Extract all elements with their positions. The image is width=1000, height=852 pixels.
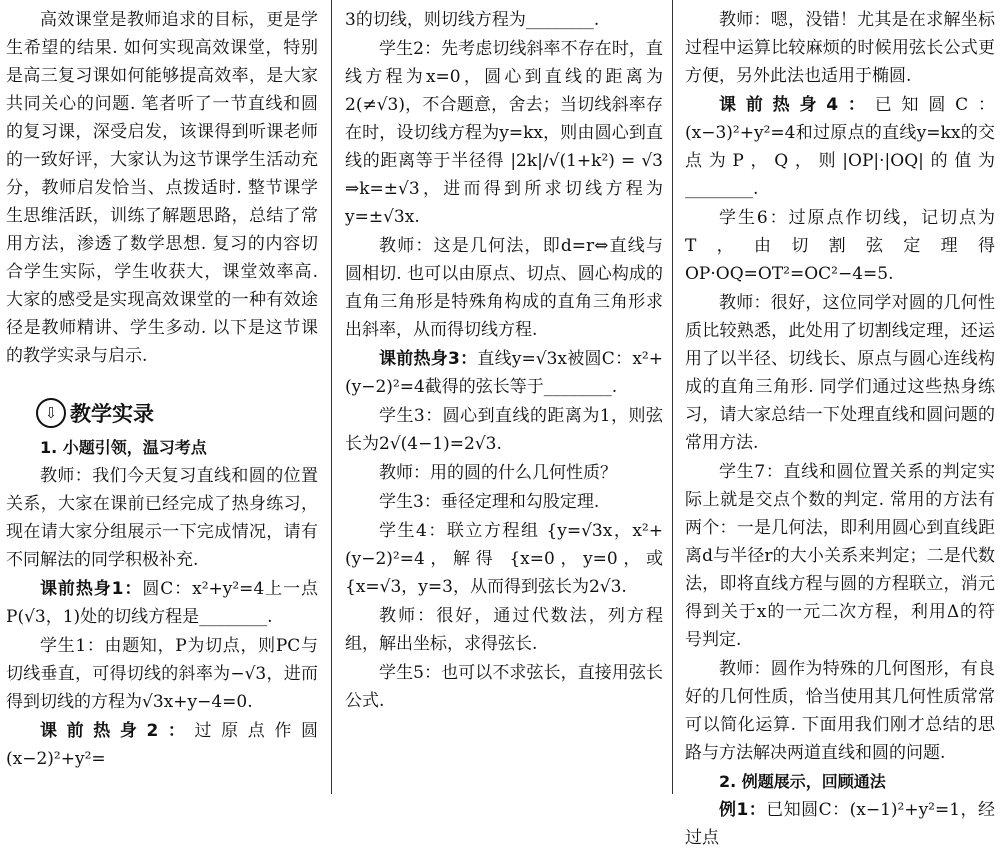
section-heading	[36, 398, 318, 428]
teacher-remark: 教师：很好，这位同学对圆的几何性质比较熟悉，此处用了切割线定理，还运用了以半径、切线长、原点与圆心连线构成的直角三角形. 同学们通过这些热身练习，请大家总结一下处理直线和圆问题的常用方法.	[685, 293, 995, 453]
teacher-remark: 教师：很好，通过代数法，列方程组，解出坐标，求得弦长.	[345, 606, 663, 654]
warmup-1	[6, 575, 318, 631]
column-left	[6, 6, 318, 792]
subsection-title: 1. 小题引领，温习考点	[40, 438, 207, 457]
student-2-answer: 学生2：先考虑切线斜率不存在时，直线方程为x=0，圆心到直线的距离为2(≠√3)，不合题意，舍去；当切线斜率存在时，设切线方程为y=kx，则由圆心到直线的距离等于半径得 |2k|/√(1+k²) = √3 ⇒k=±√3，进而得到所求切线方程为y=±√3x.	[345, 39, 663, 227]
warmup-label: 课前热身2：	[40, 721, 195, 741]
warmup-text: 圆C：x²+y²=4上一点P(√3，1)处的切线方程是________.	[6, 579, 318, 627]
intro-paragraph: 高效课堂是教师追求的目标，更是学生希望的结果. 如何实现高效课堂，特别是高三复习课如何能够提高效率，是大家共同关心的问题. 笔者听了一节直线和圆的复习课，深受启发，该课得到听课老师的一致好评，大家认为这节课学生活动充分，教师启发恰当、点拨适时. 整节课学生思维活跃，训练了解题思路，总结了常用方法，渗透了数学思想. 复习的内容切合学生实际，学生收获大，课堂效率高. 大家的感受是实现高效课堂的一种有效途径是教师精讲、学生多动. 以下是这节课的教学实录与启示.	[6, 10, 318, 366]
warmup-text: 已知圆C：(x−3)²+y²=4和过原点的直线y=kx的交点为P，Q，则|OP|·|OQ|的值为________.	[685, 95, 995, 199]
warmup-3	[345, 345, 663, 401]
subsection-title: 2. 例题展示，回顾通法	[719, 772, 886, 791]
teacher-remark: 教师：这是几何法，即d=r⇔直线与圆相切. 也可以由原点、切点、圆心构成的直角三角形是特殊角构成的直角三角形求出斜率，从而得切线方程.	[345, 236, 663, 340]
column-right	[685, 6, 995, 848]
continuation-text: 3的切线，则切线方程为________.	[345, 10, 600, 30]
column-divider	[672, 0, 673, 794]
warmup-text: 过原点作圆(x−2)²+y²=	[6, 721, 318, 769]
student-6-answer: 学生6：过原点作切线，记切点为T，由切割弦定理得OP·OQ=OT²=OC²−4=5.	[685, 208, 995, 284]
student-1-answer: 学生1：由题知，P为切点，则PC与切线垂直，可得切线的斜率为−√3，进而得到切线的方程为√3x+y−4=0.	[6, 636, 318, 712]
column-middle	[345, 6, 663, 792]
warmup-2	[6, 717, 318, 773]
teacher-question: 教师：用的圆的什么几何性质？	[379, 463, 617, 483]
warmup-text: 直线y=√3x被圆C：x²+(y−2)²=4截得的弦长等于________.	[345, 349, 663, 397]
example-label: 例1：	[719, 800, 767, 820]
warmup-4	[685, 91, 995, 203]
student-7-answer: 学生7：直线和圆位置关系的判定实际上就是交点个数的判定. 常用的方法有两个：一是几何法，即利用圆心到直线距离d与半径r的大小关系来判定；二是代数法，即将直线方程与圆的方程联立，消元得到关于x的一元二次方程，利用Δ的符号判定.	[685, 462, 995, 650]
student-5-answer: 学生5：也可以不求弦长，直接用弦长公式.	[345, 663, 663, 711]
student-3-reply: 学生3：垂径定理和勾股定理.	[379, 492, 600, 512]
example-text: 已知圆C：(x−1)²+y²=1，经过点	[685, 800, 995, 848]
column-divider	[331, 0, 332, 794]
section-title: 教学实录	[70, 402, 154, 426]
teacher-remark: 教师：圆作为特殊的几何图形，有良好的几何性质，恰当使用其几何性质常常可以简化运算. 下面用我们刚才总结的思路与方法解决两道直线和圆的问题.	[685, 659, 995, 763]
warmup-label: 课前热身4：	[719, 95, 875, 115]
warmup-label: 课前热身1：	[40, 579, 143, 599]
down-arrow-icon: ⇩	[36, 398, 66, 428]
teacher-remark: 教师：嗯，没错！尤其是在求解坐标过程中运算比较麻烦的时候用弦长公式更方便，另外此法也适用于椭圆.	[685, 10, 995, 86]
student-3-answer: 学生3：圆心到直线的距离为1，则弦长为2√(4−1)=2√3.	[345, 406, 663, 454]
student-4-answer: 学生4：联立方程组 {y=√3x，x²+(y−2)²=4，解得 {x=0，y=0，或 {x=√3，y=3，从而得到弦长为2√3.	[345, 521, 663, 597]
example-1	[685, 796, 995, 852]
teacher-remark: 教师：我们今天复习直线和圆的位置关系，大家在课前已经完成了热身练习，现在请大家分组展示一下完成情况，请有不同解法的同学积极补充.	[6, 466, 318, 570]
warmup-label: 课前热身3：	[379, 349, 478, 369]
